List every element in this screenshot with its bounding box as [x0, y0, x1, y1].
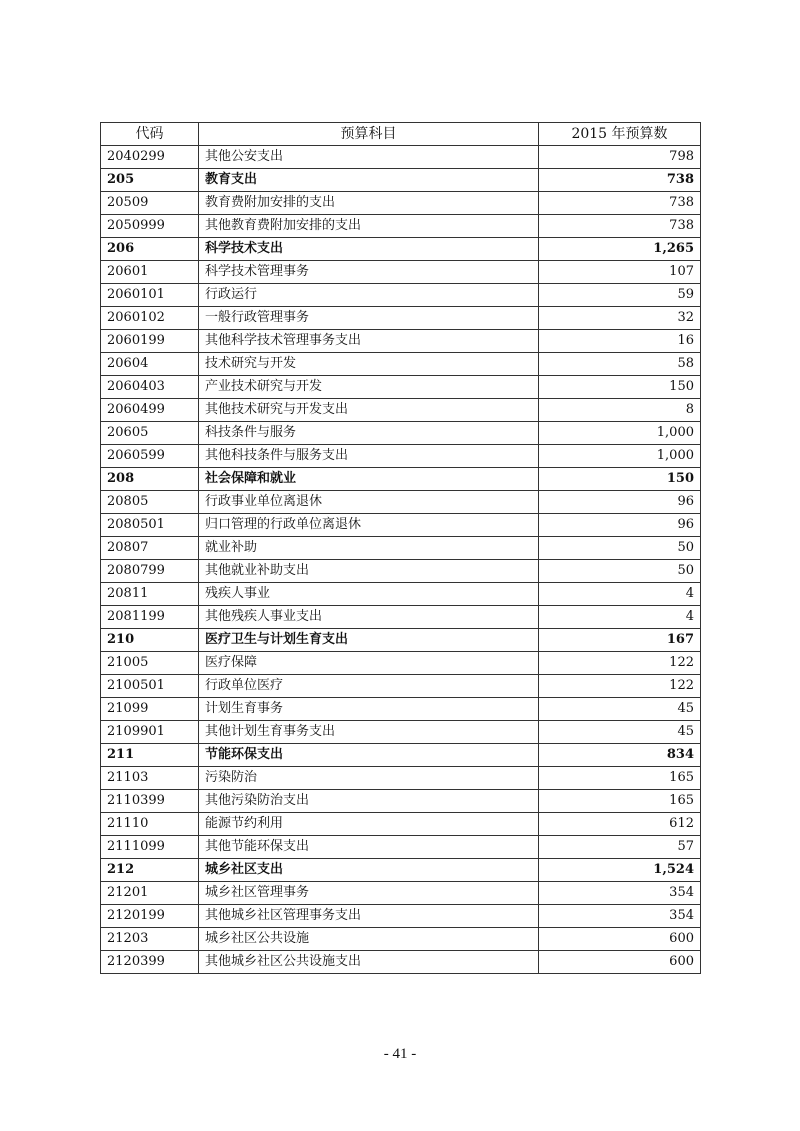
row-amount: 1,265: [539, 238, 701, 261]
table-row: [101, 928, 701, 951]
table-row: [101, 514, 701, 537]
row-subject: 科技条件与服务: [199, 422, 539, 445]
table-row: [101, 307, 701, 330]
row-amount: 600: [539, 928, 701, 951]
table-row: [101, 698, 701, 721]
row-subject: 其他就业补助支出: [199, 560, 539, 583]
row-amount: 1,000: [539, 422, 701, 445]
row-code: 2060102: [101, 307, 199, 330]
row-subject: 产业技术研究与开发: [199, 376, 539, 399]
row-code: 21099: [101, 698, 199, 721]
table-row: [101, 882, 701, 905]
row-code: 2080501: [101, 514, 199, 537]
row-amount: 4: [539, 583, 701, 606]
row-code: 20601: [101, 261, 199, 284]
row-amount: 150: [539, 376, 701, 399]
header-subject: 预算科目: [199, 123, 539, 146]
table-row: [101, 537, 701, 560]
row-code: 21201: [101, 882, 199, 905]
row-code: 2120199: [101, 905, 199, 928]
row-subject: 其他城乡社区公共设施支出: [199, 951, 539, 974]
row-code: 20811: [101, 583, 199, 606]
row-code: 2060101: [101, 284, 199, 307]
row-code: 208: [101, 468, 199, 491]
row-code: 2111099: [101, 836, 199, 859]
row-subject: 科学技术管理事务: [199, 261, 539, 284]
row-subject: 节能环保支出: [199, 744, 539, 767]
row-code: 20807: [101, 537, 199, 560]
row-amount: 612: [539, 813, 701, 836]
table-row: [101, 767, 701, 790]
table-row: [101, 330, 701, 353]
row-code: 20605: [101, 422, 199, 445]
row-code: 2109901: [101, 721, 199, 744]
row-code: 2060599: [101, 445, 199, 468]
row-code: 2040299: [101, 146, 199, 169]
page-number: - 41 -: [383, 1046, 417, 1062]
row-amount: 354: [539, 882, 701, 905]
table-row: [101, 675, 701, 698]
table-row: [101, 261, 701, 284]
budget-table: [100, 122, 701, 974]
row-subject: 计划生育事务: [199, 698, 539, 721]
row-subject: 其他科技条件与服务支出: [199, 445, 539, 468]
row-subject: 医疗保障: [199, 652, 539, 675]
row-subject: 归口管理的行政单位离退休: [199, 514, 539, 537]
table-row: [101, 583, 701, 606]
row-amount: 107: [539, 261, 701, 284]
row-subject: 行政单位医疗: [199, 675, 539, 698]
row-subject: 其他教育费附加安排的支出: [199, 215, 539, 238]
row-code: 2060403: [101, 376, 199, 399]
table-row: [101, 744, 701, 767]
table-row: [101, 721, 701, 744]
row-code: 2081199: [101, 606, 199, 629]
row-amount: 738: [539, 215, 701, 238]
table-row: [101, 399, 701, 422]
row-amount: 165: [539, 767, 701, 790]
row-code: 21203: [101, 928, 199, 951]
row-amount: 16: [539, 330, 701, 353]
row-amount: 165: [539, 790, 701, 813]
table-row: [101, 560, 701, 583]
row-amount: 45: [539, 698, 701, 721]
row-code: 21110: [101, 813, 199, 836]
table-row: [101, 468, 701, 491]
table-row: [101, 169, 701, 192]
table-row: [101, 353, 701, 376]
row-amount: 50: [539, 537, 701, 560]
row-code: 2120399: [101, 951, 199, 974]
table-row: [101, 192, 701, 215]
row-amount: 167: [539, 629, 701, 652]
table-row: [101, 215, 701, 238]
table-header-row: [101, 123, 701, 146]
row-code: 2060199: [101, 330, 199, 353]
table-row: [101, 284, 701, 307]
row-subject: 其他公安支出: [199, 146, 539, 169]
row-amount: 45: [539, 721, 701, 744]
row-amount: 59: [539, 284, 701, 307]
row-subject: 其他节能环保支出: [199, 836, 539, 859]
row-code: 2100501: [101, 675, 199, 698]
table-row: [101, 905, 701, 928]
row-code: 21005: [101, 652, 199, 675]
row-amount: 122: [539, 652, 701, 675]
row-amount: 834: [539, 744, 701, 767]
row-subject: 其他计划生育事务支出: [199, 721, 539, 744]
row-amount: 32: [539, 307, 701, 330]
row-amount: 738: [539, 192, 701, 215]
row-subject: 教育费附加安排的支出: [199, 192, 539, 215]
row-amount: 58: [539, 353, 701, 376]
row-subject: 行政运行: [199, 284, 539, 307]
row-amount: 354: [539, 905, 701, 928]
table-row: [101, 238, 701, 261]
row-subject: 行政事业单位离退休: [199, 491, 539, 514]
row-code: 2080799: [101, 560, 199, 583]
row-code: 20805: [101, 491, 199, 514]
header-amount: 2015 年预算数: [539, 123, 701, 146]
row-code: 20604: [101, 353, 199, 376]
table-row: [101, 790, 701, 813]
row-code: 205: [101, 169, 199, 192]
row-amount: 798: [539, 146, 701, 169]
row-subject: 其他科学技术管理事务支出: [199, 330, 539, 353]
row-code: 21103: [101, 767, 199, 790]
row-amount: 50: [539, 560, 701, 583]
table-row: [101, 445, 701, 468]
row-code: 212: [101, 859, 199, 882]
header-code: 代码: [101, 123, 199, 146]
row-amount: 57: [539, 836, 701, 859]
row-subject: 技术研究与开发: [199, 353, 539, 376]
row-code: 206: [101, 238, 199, 261]
table-row: [101, 491, 701, 514]
table-row: [101, 652, 701, 675]
row-subject: 能源节约利用: [199, 813, 539, 836]
row-subject: 医疗卫生与计划生育支出: [199, 629, 539, 652]
row-amount: 8: [539, 399, 701, 422]
row-amount: 1,000: [539, 445, 701, 468]
row-subject: 城乡社区公共设施: [199, 928, 539, 951]
row-code: 210: [101, 629, 199, 652]
row-amount: 150: [539, 468, 701, 491]
row-amount: 600: [539, 951, 701, 974]
row-subject: 城乡社区支出: [199, 859, 539, 882]
row-subject: 社会保障和就业: [199, 468, 539, 491]
table-row: [101, 859, 701, 882]
table-row: [101, 146, 701, 169]
row-amount: 4: [539, 606, 701, 629]
row-subject: 其他残疾人事业支出: [199, 606, 539, 629]
row-subject: 残疾人事业: [199, 583, 539, 606]
row-code: 2110399: [101, 790, 199, 813]
row-subject: 科学技术支出: [199, 238, 539, 261]
row-subject: 教育支出: [199, 169, 539, 192]
table-row: [101, 836, 701, 859]
row-subject: 其他技术研究与开发支出: [199, 399, 539, 422]
row-subject: 就业补助: [199, 537, 539, 560]
row-code: 2050999: [101, 215, 199, 238]
row-subject: 污染防治: [199, 767, 539, 790]
row-subject: 其他城乡社区管理事务支出: [199, 905, 539, 928]
row-amount: 1,524: [539, 859, 701, 882]
table-row: [101, 376, 701, 399]
row-amount: 96: [539, 491, 701, 514]
row-amount: 122: [539, 675, 701, 698]
table-row: [101, 951, 701, 974]
table-row: [101, 606, 701, 629]
row-subject: 一般行政管理事务: [199, 307, 539, 330]
row-subject: 城乡社区管理事务: [199, 882, 539, 905]
row-code: 20509: [101, 192, 199, 215]
table-row: [101, 629, 701, 652]
table-row: [101, 813, 701, 836]
row-code: 2060499: [101, 399, 199, 422]
table-row: [101, 422, 701, 445]
row-code: 211: [101, 744, 199, 767]
row-subject: 其他污染防治支出: [199, 790, 539, 813]
row-amount: 738: [539, 169, 701, 192]
row-amount: 96: [539, 514, 701, 537]
table-body: [101, 146, 701, 974]
